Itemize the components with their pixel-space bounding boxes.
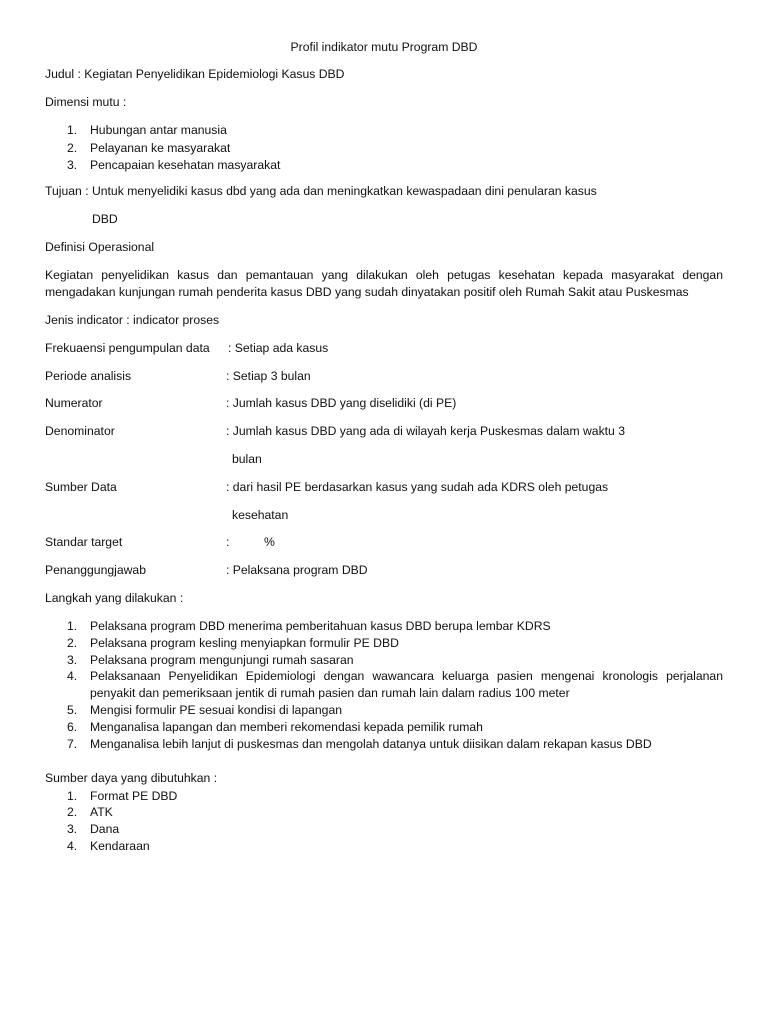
definisi-line-1: Kegiatan penyelidikan kasus dan pemantauan yang dilakukan oleh petugas kesehatan kepada masyarakat dengan (45, 268, 723, 282)
sumber-data-label: Sumber Data (45, 480, 117, 494)
list-item: Pelaksana program kesling menyiapkan formulir PE DBD (90, 636, 399, 650)
sumber-data-value-cont: kesehatan (232, 508, 289, 522)
list-item: Pelaksana program mengunjungi rumah sasaran (90, 653, 354, 667)
list-item: Mengisi formulir PE sesuai kondisi di lapangan (90, 703, 343, 717)
numerator-label: Numerator (45, 396, 103, 410)
list-number: 4. (67, 839, 78, 853)
frekuensi-value: : Setiap ada kasus (228, 341, 329, 355)
penanggungjawab-label: Penanggungjawab (45, 563, 146, 577)
list-number: 3. (67, 822, 78, 836)
list-number: 4. (67, 669, 78, 683)
standar-target-percent: % (264, 535, 275, 549)
list-number: 3. (67, 158, 78, 172)
list-item: Pelaksanaan Penyelidikan Epidemiologi dengan wawancara keluarga pasien mengenai kronologis perjalanan (90, 669, 723, 683)
list-number: 2. (67, 805, 78, 819)
list-item: Pencapaian kesehatan masyarakat (90, 158, 281, 172)
langkah-heading: Langkah yang dilakukan : (45, 591, 184, 605)
standar-target-colon: : (226, 535, 230, 549)
sumber-daya-heading: Sumber daya yang dibutuhkan : (45, 771, 218, 785)
definisi-line-2: mengadakan kunjungan rumah penderita kasus DBD yang sudah dinyatakan positif oleh Rumah Sakit atau Puskesmas (45, 285, 689, 299)
frekuensi-label: Frekuaensi pengumpulan data (45, 341, 210, 355)
numerator-value: : Jumlah kasus DBD yang diselidiki (di PE) (226, 396, 457, 410)
list-number: 6. (67, 720, 78, 734)
periode-label: Periode analisis (45, 369, 132, 383)
denominator-value: : Jumlah kasus DBD yang ada di wilayah kerja Puskesmas dalam waktu 3 (226, 424, 625, 438)
judul-line: Judul : Kegiatan Penyelidikan Epidemiologi Kasus DBD (45, 67, 345, 81)
list-number: 1. (67, 123, 78, 137)
standar-target-label: Standar target (45, 535, 123, 549)
tujuan-line-1: Tujuan : Untuk menyelidiki kasus dbd yang ada dan meningkatkan kewaspadaan dini penularan kasus (45, 184, 597, 198)
denominator-label: Denominator (45, 424, 115, 438)
list-item: Pelayanan ke masyarakat (90, 141, 231, 155)
list-number: 3. (67, 653, 78, 667)
list-number: 2. (67, 141, 78, 155)
list-item: Dana (90, 822, 120, 836)
list-number: 7. (67, 737, 78, 751)
list-item-cont: penyakit dan pemeriksaan jentik di rumah pasien dan rumah lain dalam radius 100 meter (90, 686, 570, 700)
definisi-heading: Definisi Operasional (45, 240, 155, 254)
penanggungjawab-value: : Pelaksana program DBD (226, 563, 368, 577)
document-title: Profil indikator mutu Program DBD (290, 40, 478, 54)
dimensi-heading: Dimensi mutu : (45, 95, 127, 109)
list-number: 2. (67, 636, 78, 650)
list-item: Pelaksana program DBD menerima pemberitahuan kasus DBD berupa lembar KDRS (90, 619, 551, 633)
periode-value: : Setiap 3 bulan (226, 369, 311, 383)
tujuan-line-2: DBD (92, 212, 118, 226)
list-item: Hubungan antar manusia (90, 123, 227, 137)
list-item: Kendaraan (90, 839, 150, 853)
list-item: ATK (90, 805, 113, 819)
list-item: Menganalisa lapangan dan memberi rekomendasi kepada pemilik rumah (90, 720, 483, 734)
list-number: 5. (67, 703, 78, 717)
sumber-data-value: : dari hasil PE berdasarkan kasus yang sudah ada KDRS oleh petugas (226, 480, 609, 494)
denominator-value-cont: bulan (232, 452, 262, 466)
list-item: Format PE DBD (90, 789, 178, 803)
list-number: 1. (67, 619, 78, 633)
list-number: 1. (67, 789, 78, 803)
jenis-indicator: Jenis indicator : indicator proses (45, 313, 220, 327)
list-item: Menganalisa lebih lanjut di puskesmas dan mengolah datanya untuk diisikan dalam rekapan kasus DBD (90, 737, 652, 751)
